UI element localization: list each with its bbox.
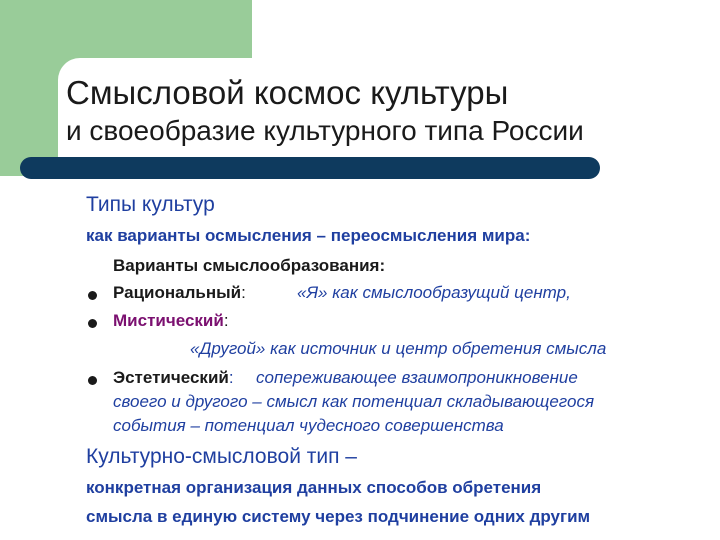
list-item-rational <box>113 283 246 303</box>
list-item-sep: : <box>223 311 229 330</box>
list-item-term: Эстетический <box>113 368 229 387</box>
bullet-icon <box>88 319 97 328</box>
title-underline-bar <box>20 157 600 179</box>
list-item-desc: «Я» как смыслообразущий центр, <box>297 283 571 302</box>
bullet-icon <box>88 376 97 385</box>
bullet-icon <box>88 291 97 300</box>
list-item-desc-line2: своего и другого – смысл как потенциал складывающегося <box>113 392 595 411</box>
section-heading-culture-types: Типы культур <box>86 193 215 216</box>
slide-title-line1: Смысловой космос культуры <box>66 74 509 111</box>
section-heading-cultural-type: Культурно-смысловой тип – <box>86 445 357 468</box>
section2-line1: конкретная организация данных способов обретения <box>86 478 542 497</box>
list-item-term: Мистический <box>113 311 224 330</box>
list-item-desc: «Другой» как источник и центр обретения смысла <box>190 339 607 358</box>
list-item-aesthetic <box>113 368 234 388</box>
list-item-desc-line3: события – потенциал чудесного совершенства <box>113 416 504 435</box>
list-item-desc: сопереживающее взаимопроникновение <box>256 368 578 387</box>
variants-label: Варианты смыслообразования: <box>113 256 386 275</box>
section2-line2: смысла в единую систему через подчинение одних другим <box>86 507 591 526</box>
list-item-sep: : <box>228 368 234 387</box>
list-item-term: Рациональный <box>113 283 242 302</box>
section-subheading: как варианты осмысления – переосмысления мира: <box>86 226 531 245</box>
list-item-mystic <box>113 311 229 331</box>
list-item-sep: : <box>241 283 246 302</box>
slide-title-line2: и своеобразие культурного типа России <box>66 115 584 146</box>
